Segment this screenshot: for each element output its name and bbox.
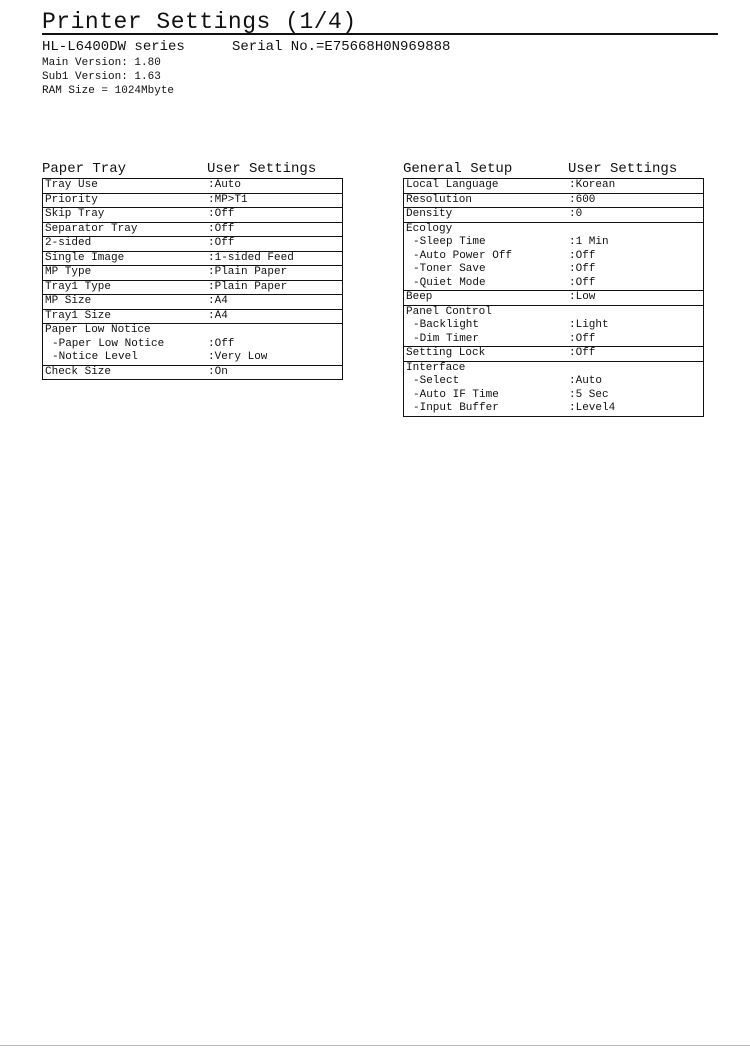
setting-group [43,237,342,252]
setting-name: -Auto Power Off [413,249,513,262]
setting-value: :0 [569,208,583,220]
setting-row [43,179,342,193]
setting-name: -Input Buffer [413,402,499,414]
setting-group [43,281,342,296]
setting-name: -Sleep Time [413,236,486,248]
setting-row [43,324,342,338]
main-version: Main Version: 1.80 [42,57,161,69]
setting-name: Density [406,208,453,220]
setting-row [404,333,703,347]
setting-group [404,362,703,416]
setting-value: :MP>T1 [208,193,248,206]
setting-row [404,208,703,222]
setting-row [43,223,342,237]
setting-name: -Toner Save [413,263,486,275]
setting-name: -Auto IF Time [413,388,499,401]
setting-name: Separator Tray [45,222,138,235]
general-setup-section [403,160,704,417]
setting-value: :Off [569,276,596,289]
setting-row [404,362,703,376]
page-bottom-rule [0,1045,750,1046]
setting-name: Single Image [45,251,125,264]
setting-row [43,366,342,380]
setting-name: -Quiet Mode [413,276,486,289]
setting-name: Skip Tray [45,208,105,220]
setting-row [404,319,703,333]
setting-name: -Backlight [413,319,480,331]
setting-row [43,266,342,280]
setting-group [404,179,703,194]
setting-value: :Plain Paper [208,266,288,278]
setting-value: :A4 [208,309,228,322]
paper-tray-section [42,160,343,380]
paper-tray-table [42,178,343,380]
setting-row [404,347,703,361]
setting-value: :Korean [569,179,616,191]
setting-row [404,250,703,264]
setting-row [43,295,342,309]
setting-name: Ecology [406,222,453,235]
setting-row [43,338,342,352]
setting-value: :Low [569,291,596,303]
setting-value: :Off [569,263,596,275]
model-name: HL-L6400DW series [42,39,185,55]
setting-name: Setting Lock [406,347,486,359]
setting-row [43,281,342,295]
setting-row [404,236,703,250]
setting-name: -Notice Level [52,351,138,363]
setting-row [404,263,703,277]
setting-value: :Auto [569,375,603,387]
setting-value: :On [208,365,228,378]
setting-group [404,223,703,292]
setting-value: :Level4 [569,402,616,414]
setting-name: MP Type [45,266,92,278]
setting-group [43,179,342,194]
setting-group [404,347,703,362]
setting-group [404,208,703,223]
general-setup-table [403,178,704,417]
setting-value: :Very Low [208,351,268,363]
section-title: Paper Tray [42,161,127,177]
setting-row [404,402,703,416]
setting-value: :Off [569,249,596,262]
setting-name: -Select [413,375,460,387]
setting-group [43,223,342,238]
setting-value: :Off [569,347,596,359]
setting-row [404,389,703,403]
setting-group [43,310,342,325]
column-header: User Settings [207,161,317,177]
setting-group [43,194,342,209]
setting-name: Priority [45,193,98,206]
setting-name: Resolution [406,193,473,206]
setting-value: :Off [208,237,235,249]
setting-name: 2-sided [45,237,92,249]
general-setup-header [403,160,704,178]
setting-value: :Off [569,332,596,345]
setting-row [43,252,342,266]
setting-name: Check Size [45,365,112,378]
setting-row [404,306,703,320]
setting-value: :Off [208,337,235,350]
setting-value: :Auto [208,179,242,191]
setting-value: :5 Sec [569,388,609,401]
sub1-version: Sub1 Version: 1.63 [42,71,161,83]
setting-row [404,179,703,193]
setting-group [43,252,342,267]
setting-value: :Off [208,208,235,220]
setting-row [404,291,703,305]
setting-group [43,266,342,281]
setting-row [43,237,342,251]
setting-name: Tray1 Type [45,280,112,293]
setting-name: Panel Control [406,305,492,318]
setting-row [43,194,342,208]
setting-group [43,366,342,380]
setting-value: :Off [208,222,235,235]
setting-row [43,310,342,324]
setting-group [43,295,342,310]
setting-name: Tray1 Size [45,309,112,322]
setting-value: :Light [569,319,609,331]
page-title: Printer Settings (1/4) [42,9,357,35]
ram-size: RAM Size = 1024Mbyte [42,85,175,97]
setting-row [43,208,342,222]
setting-row [43,351,342,365]
setting-value: :1-sided Feed [208,251,294,264]
setting-row [404,194,703,208]
setting-row [404,277,703,291]
setting-row [404,223,703,237]
setting-value: :Plain Paper [208,280,288,293]
section-title: General Setup [403,161,513,177]
setting-name: Interface [406,361,466,374]
setting-value: :A4 [208,295,228,307]
setting-name: Paper Low Notice [45,324,151,336]
setting-name: Local Language [406,179,499,191]
setting-name: -Dim Timer [413,332,480,345]
setting-row [404,375,703,389]
setting-name: Tray Use [45,179,98,191]
setting-group [43,208,342,223]
setting-group [43,324,342,366]
paper-tray-header [42,160,343,178]
setting-value: :600 [569,193,596,206]
title-rule [42,33,718,35]
setting-group [404,194,703,209]
column-header: User Settings [568,161,678,177]
setting-name: MP Size [45,295,92,307]
setting-value: :1 Min [569,236,609,248]
setting-name: Beep [406,291,433,303]
setting-group [404,291,703,306]
setting-group [404,306,703,348]
serial-number: Serial No.=E75668H0N969888 [232,39,451,55]
setting-name: -Paper Low Notice [52,337,165,350]
